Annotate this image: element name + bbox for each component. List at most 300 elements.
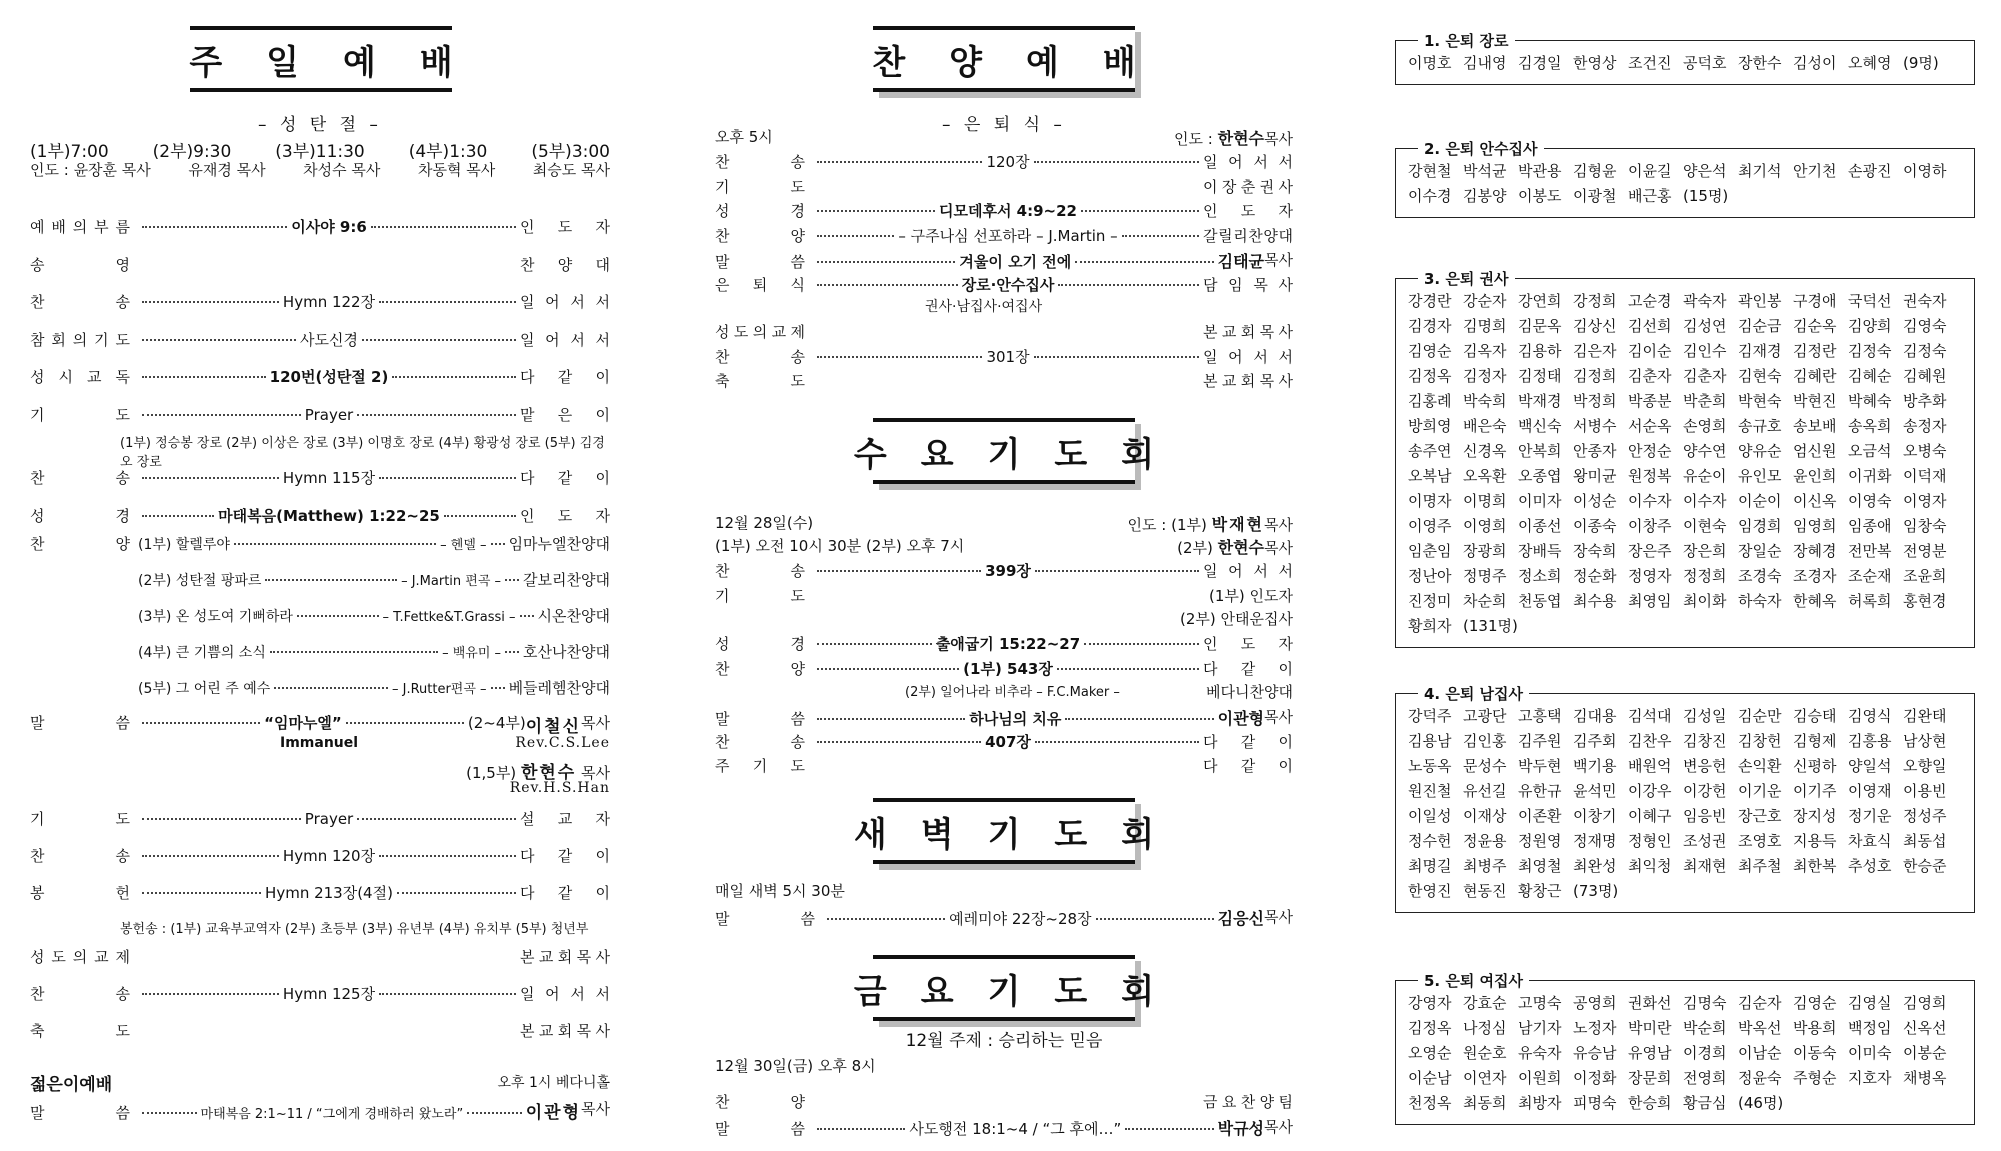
preacher-part: (1,5부)	[466, 764, 517, 782]
retiree-name: 송주연	[1408, 442, 1452, 460]
row-right: (1부) 인도자	[1209, 586, 1293, 605]
retiree-name: 박춘희	[1683, 392, 1727, 410]
retiree-name: 김명희	[1463, 317, 1507, 335]
retiree-name: 배근홍	[1628, 187, 1672, 205]
retiree-box-title: 3. 은퇴 권사	[1418, 268, 1515, 289]
retiree-name: 김영숙	[1903, 317, 1947, 335]
retiree-name: 이순이	[1738, 492, 1782, 510]
session-time: (2부)9:30	[152, 142, 232, 162]
retiree-name: 김순옥	[1793, 317, 1837, 335]
retiree-name: 황희자	[1408, 617, 1452, 635]
preacher1-en: Rev.C.S.Lee	[515, 735, 610, 751]
retiree-name: 최주철	[1738, 857, 1782, 875]
retiree-name: 방희영	[1408, 417, 1452, 435]
retiree-name: 이기주	[1793, 782, 1837, 800]
wednesday-title: 수요기도회	[853, 434, 1189, 475]
retiree-name: 신평하	[1793, 757, 1837, 775]
retiree-name: 이원희	[1518, 1069, 1562, 1087]
retiree-name: 이순남	[1408, 1069, 1452, 1087]
retiree-name: 조성권	[1683, 832, 1727, 850]
offering-song: 봉헌송 : (1부) 교육부교역자 (2부) 초등부 (3부) 유년부 (4부) 유치부 (5부) 청년부	[120, 922, 589, 937]
leader-prefix: 인도 : (1부)	[1127, 516, 1207, 534]
retiree-box	[1395, 270, 1975, 648]
retiree-name: 이남순	[1738, 1044, 1782, 1062]
retiree-name: 송정자	[1903, 417, 1947, 435]
retiree-name: 지용득	[1793, 832, 1837, 850]
row-label: 찬 송	[715, 153, 805, 171]
wednesday-leader1	[1128, 512, 1293, 535]
retiree-name: 이창기	[1573, 807, 1617, 825]
retiree-name: 국덕선	[1848, 292, 1892, 310]
retiree-name: 김용하	[1518, 342, 1562, 360]
retiree-name: 전만복	[1848, 542, 1892, 560]
praise-subtitle: – 은 퇴 식 –	[942, 115, 1066, 135]
row-right: 이관형 목사	[1217, 708, 1293, 728]
anthem-choir: 시온찬양대	[537, 607, 610, 625]
retiree-name: 박순희	[1683, 1019, 1727, 1037]
retiree-name: 임영희	[1793, 517, 1837, 535]
retiree-name: 정난아	[1408, 567, 1452, 585]
retiree-name: 이종숙	[1573, 517, 1617, 535]
order-row	[30, 946, 610, 967]
row-value: 399장	[985, 562, 1031, 580]
retiree-name: 이영재	[1848, 782, 1892, 800]
retiree-name: 전영분	[1903, 542, 1947, 560]
retiree-name: 최병주	[1463, 857, 1507, 875]
retiree-box	[1395, 32, 1975, 85]
order-row	[30, 467, 610, 488]
row-right: 인 도 자	[520, 218, 610, 236]
retiree-name: 안정순	[1628, 442, 1672, 460]
order-row	[715, 346, 1293, 367]
order-row	[715, 274, 1293, 295]
anthem-composer: – J.Martin 편곡 –	[401, 574, 502, 589]
retiree-name: 김정옥	[1408, 367, 1452, 385]
sermon-preacher1	[468, 712, 610, 737]
row-label: 성 경	[715, 635, 805, 653]
retiree-name: 주형순	[1793, 1069, 1837, 1087]
session-leader: 인도 : 윤장훈 목사	[30, 161, 151, 179]
retiree-name: 박정희	[1573, 392, 1617, 410]
retiree-count: (131명)	[1463, 617, 1518, 635]
row-label: 말 씀	[715, 253, 805, 271]
retiree-name: 장광희	[1463, 542, 1507, 560]
retiree-name: 박관용	[1518, 162, 1562, 180]
preacher-name: 김응신	[1217, 909, 1265, 928]
leader-role: 목사	[1264, 130, 1293, 148]
retiree-name: 박옥선	[1738, 1019, 1782, 1037]
retiree-name: 김경일	[1518, 54, 1562, 72]
retiree-name: 김창진	[1683, 732, 1727, 750]
row-right: 다 같 이	[520, 847, 610, 865]
retiree-name: 정명주	[1463, 567, 1507, 585]
retiree-name: 정윤숙	[1738, 1069, 1782, 1087]
dawn-sermon: 예레미야 22장~28장	[949, 910, 1092, 928]
row-right: 인 도 자	[1203, 202, 1293, 220]
retiree-names	[1408, 704, 1964, 904]
friday-title-box	[853, 955, 1189, 1021]
row-value: (1부) 543장	[963, 659, 1053, 678]
youth-time: 오후 1시 베다니홀	[497, 1075, 610, 1091]
retiree-name: 이종선	[1518, 517, 1562, 535]
retiree-name: 김성이	[1793, 54, 1837, 72]
retiree-name: 송규호	[1738, 417, 1782, 435]
retiree-name: 유승남	[1573, 1044, 1617, 1062]
retiree-name: 김재경	[1738, 342, 1782, 360]
retiree-name: 김명숙	[1683, 994, 1727, 1012]
retiree-name: 장근호	[1738, 807, 1782, 825]
dawn-title-box	[853, 798, 1189, 864]
row-right: 금 요 찬 양 팀	[1203, 1093, 1293, 1111]
retiree-name: 백기용	[1573, 757, 1617, 775]
retiree-name: 윤석민	[1573, 782, 1617, 800]
order-row	[30, 291, 610, 312]
retiree-name: 장일순	[1738, 542, 1782, 560]
retiree-name: 강덕주	[1408, 707, 1452, 725]
retiree-name: 이강헌	[1683, 782, 1727, 800]
retiree-name: 장은주	[1628, 542, 1672, 560]
anthem-choir: 임마누엘찬양대	[508, 535, 610, 553]
sermon-row	[30, 712, 610, 737]
row-value: Prayer	[304, 405, 354, 424]
retiree-name: 전영희	[1683, 1069, 1727, 1087]
retiree-name: 강현철	[1408, 162, 1452, 180]
row-value: 사도신경	[300, 330, 358, 349]
row-value: 겨울이 오기 전에	[959, 253, 1072, 271]
retiree-name: 이봉순	[1903, 1044, 1947, 1062]
retiree-name: 김인수	[1683, 342, 1727, 360]
retiree-name: 신경옥	[1463, 442, 1507, 460]
wednesday-anthem2: (2부) 일어나라 비추라 – F.C.Maker –	[905, 685, 1120, 700]
retiree-name: 김형윤	[1573, 162, 1617, 180]
retiree-name: 정형인	[1628, 832, 1672, 850]
row-right: 김태균 목사	[1217, 251, 1293, 271]
retiree-name: 조경자	[1793, 567, 1837, 585]
retiree-name: 박미란	[1628, 1019, 1672, 1037]
row-right: 다 같 이	[520, 884, 610, 902]
retiree-name: 이존환	[1518, 807, 1562, 825]
retiree-name: 구경애	[1793, 292, 1837, 310]
order-row	[30, 329, 610, 350]
row-label: 기 도	[30, 405, 130, 424]
row-label: 축 도	[715, 372, 805, 390]
retiree-name: 최방자	[1518, 1094, 1562, 1112]
row-label: 찬 송	[715, 347, 805, 366]
youth-sermon: 마태복음 2:1~11 / “그에게 경배하러 왔노라”	[200, 1107, 464, 1122]
order-row	[30, 1020, 610, 1041]
retiree-name: 천정옥	[1408, 1094, 1452, 1112]
row-label: 기 도	[30, 810, 130, 828]
youth-preacher	[526, 1098, 610, 1123]
youth-title: 젊은이예배	[30, 1075, 113, 1095]
wednesday-anthem2-choir: 베다니찬양대	[1206, 683, 1293, 701]
retiree-name: 서순옥	[1628, 417, 1672, 435]
session-leader: 유재경 목사	[188, 161, 266, 179]
retiree-name: 남기자	[1518, 1019, 1562, 1037]
retiree-name: 조순재	[1848, 567, 1892, 585]
anthem-composer: – T.Fettke&T.Grassi –	[382, 610, 516, 625]
retiree-name: 임경희	[1738, 517, 1782, 535]
retiree-name: 김이순	[1628, 342, 1672, 360]
row-value: – 구주나심 선포하라 – J.Martin –	[898, 226, 1118, 245]
retiree-name: 변응헌	[1683, 757, 1727, 775]
retiree-name: 강경란	[1408, 292, 1452, 310]
retiree-name: 최영임	[1628, 592, 1672, 610]
retiree-name: 신옥선	[1903, 1019, 1947, 1037]
anthem-title: (3부) 온 성도여 기뻐하라	[138, 609, 293, 625]
retiree-name: 하숙자	[1738, 592, 1782, 610]
sermon-title: “임마누엘”	[264, 714, 342, 732]
retiree-name: 노정자	[1573, 1019, 1617, 1037]
retiree-name: 김혜란	[1793, 367, 1837, 385]
retiree-name: 고광단	[1463, 707, 1507, 725]
order-row	[30, 404, 610, 425]
retiree-name: 박재경	[1518, 392, 1562, 410]
sermon-title-en: Immanuel	[280, 735, 359, 751]
row-label: 찬 송	[30, 469, 130, 487]
preacher-name: 이철신	[525, 717, 582, 737]
retiree-name: 장은희	[1683, 542, 1727, 560]
retiree-name: 조윤희	[1903, 567, 1947, 585]
anthem-choir: 호산나찬양대	[523, 643, 610, 661]
row-label: 성 시 교 독	[30, 368, 130, 386]
sunday-subtitle: – 성 탄 절 –	[258, 115, 382, 135]
preacher-name: 이관형	[525, 1103, 582, 1123]
retiree-count: (9명)	[1903, 54, 1939, 72]
retiree-name: 이수자	[1683, 492, 1727, 510]
retiree-name: 유숙자	[1518, 1044, 1562, 1062]
anthem-row	[30, 677, 610, 698]
order-row	[715, 200, 1293, 221]
row-right: 본 교 회 목 사	[1203, 372, 1293, 390]
row-right: 다 같 이	[520, 368, 610, 386]
leader-prefix: 인도 :	[1174, 130, 1213, 148]
leader-role: 목사	[1264, 516, 1293, 534]
retiree-name: 허록희	[1848, 592, 1892, 610]
retiree-name: 김홍례	[1408, 392, 1452, 410]
retiree-name: 양일석	[1848, 757, 1892, 775]
retiree-name: 천동엽	[1518, 592, 1562, 610]
retiree-count: (46명)	[1738, 1094, 1784, 1112]
retiree-name: 방추화	[1903, 392, 1947, 410]
retiree-name: 한영상	[1573, 54, 1617, 72]
retiree-box-title: 4. 은퇴 남집사	[1418, 683, 1529, 704]
anthem-row	[30, 533, 610, 554]
retiree-name: 이명희	[1463, 492, 1507, 510]
retiree-name: 김은자	[1573, 342, 1617, 360]
retiree-name: 조영호	[1738, 832, 1782, 850]
retiree-name: 남상현	[1903, 732, 1947, 750]
order-row	[715, 706, 1293, 729]
anthem-title: (2부) 성탄절 팡파르	[138, 573, 262, 589]
praise-title-box	[872, 26, 1180, 92]
wednesday-time: (1부) 오전 10시 30분 (2부) 오후 7시	[715, 537, 965, 555]
row-right: 이 장 춘 권 사	[1203, 177, 1293, 196]
retiree-name: 양유순	[1738, 442, 1782, 460]
retiree-name: 황금심	[1683, 1094, 1727, 1112]
retiree-name: 오종엽	[1518, 467, 1562, 485]
session-leader: 차동혁 목사	[417, 161, 496, 179]
retiree-name: 홍현경	[1903, 592, 1947, 610]
retiree-name: 이동숙	[1793, 1044, 1837, 1062]
retiree-name: 유영남	[1628, 1044, 1672, 1062]
session-time: (3부)11:30	[275, 142, 365, 162]
retiree-name: 박석균	[1463, 162, 1507, 180]
retiree-name: 박두현	[1518, 757, 1562, 775]
row-label: 축 도	[30, 1022, 130, 1040]
row-right: 다 같 이	[1203, 659, 1293, 678]
row-value: Hymn 115장	[282, 469, 376, 487]
order-row	[30, 505, 610, 526]
row-right: 담 임 목 사	[1203, 275, 1293, 294]
retiree-name: 임응빈	[1683, 807, 1727, 825]
retiree-name: 이현숙	[1683, 517, 1727, 535]
retiree-name: 이영숙	[1848, 492, 1892, 510]
retiree-name: 최동섭	[1903, 832, 1947, 850]
retiree-name: 이봉도	[1518, 187, 1562, 205]
retiree-name: 송보배	[1793, 417, 1837, 435]
dawn-sermon-row	[715, 906, 1293, 929]
retiree-name: 김인홍	[1463, 732, 1507, 750]
retiree-name: 최명길	[1408, 857, 1452, 875]
retiree-name: 최재현	[1683, 857, 1727, 875]
row-value: 120장	[986, 153, 1030, 171]
retiree-name: 지호자	[1848, 1069, 1892, 1087]
retiree-name: 윤인희	[1793, 467, 1837, 485]
row-label: 말 씀	[30, 1104, 130, 1122]
retiree-name: 임종애	[1848, 517, 1892, 535]
retiree-name: 최영철	[1518, 857, 1562, 875]
praise-time: 오후 5시	[715, 128, 773, 146]
retiree-name: 오혜영	[1848, 54, 1892, 72]
retiree-name: 차효식	[1848, 832, 1892, 850]
row-right: 일 어 서 서	[520, 985, 610, 1003]
retiree-name: 김영실	[1848, 994, 1892, 1012]
order-row	[715, 249, 1293, 272]
retiree-name: 장배득	[1518, 542, 1562, 560]
row-label: 봉 헌	[30, 884, 130, 902]
retiree-name: 김승태	[1793, 707, 1837, 725]
order-row	[715, 176, 1293, 197]
order-row	[715, 633, 1293, 654]
order-row	[715, 731, 1293, 752]
row-right: 인 도 자	[1203, 635, 1293, 653]
retiree-name: 김정자	[1463, 367, 1507, 385]
row-value: 디모데후서 4:9~22	[939, 202, 1077, 220]
retiree-name: 박숙희	[1463, 392, 1507, 410]
row-right: 다 같 이	[520, 469, 610, 487]
retiree-box	[1395, 972, 1975, 1125]
retiree-name: 안종자	[1573, 442, 1617, 460]
retiree-name: 김문옥	[1518, 317, 1562, 335]
session-leader: 차성수 목사	[303, 161, 381, 179]
wednesday-title-box	[853, 418, 1189, 484]
retiree-name: 이미자	[1518, 492, 1562, 510]
anthem-composer: – 백유미 –	[442, 646, 502, 661]
row-label: 참 회 의 기 도	[30, 330, 130, 349]
retiree-name: 김양희	[1848, 317, 1892, 335]
retiree-name: 김영희	[1903, 994, 1947, 1012]
retiree-name: 이성순	[1573, 492, 1617, 510]
dawn-time: 매일 새벽 5시 30분	[715, 882, 845, 900]
retiree-box-title: 1. 은퇴 장로	[1418, 30, 1515, 51]
anthem-choir: 갈보리찬양대	[523, 571, 610, 589]
retiree-name: 김정희	[1573, 367, 1617, 385]
youth-sermon-row	[30, 1098, 610, 1123]
retiree-name: 노동옥	[1408, 757, 1452, 775]
row-right: 맡 은 이	[520, 405, 610, 424]
retiree-name: 이명호	[1408, 54, 1452, 72]
wednesday-prayer2: (2부) 안태운집사	[1180, 610, 1293, 628]
anthem-composer: – J.Rutter편곡 –	[391, 682, 487, 697]
retiree-names	[1408, 289, 1964, 639]
retiree-name: 강순자	[1463, 292, 1507, 310]
retiree-name: 배원억	[1628, 757, 1672, 775]
retiree-name: 임춘임	[1408, 542, 1452, 560]
retiree-name: 김춘자	[1628, 367, 1672, 385]
row-label: 찬 송	[715, 732, 805, 751]
row-right: 본 교 회 목 사	[520, 1022, 610, 1040]
retiree-name: 정재명	[1573, 832, 1617, 850]
preacher-role: 목사	[581, 1100, 610, 1118]
retiree-name: 김순금	[1738, 317, 1782, 335]
retiree-name: 이일성	[1408, 807, 1452, 825]
retiree-name: 장문희	[1628, 1069, 1672, 1087]
retiree-name: 이윤길	[1628, 162, 1672, 180]
retiree-name: 채병옥	[1903, 1069, 1947, 1087]
row-right: 다 같 이	[1203, 757, 1293, 775]
retiree-name: 강정희	[1573, 292, 1617, 310]
retiree-names	[1408, 991, 1964, 1116]
preacher-role: 목사	[581, 764, 610, 782]
retiree-name: 오복남	[1408, 467, 1452, 485]
retiree-name: 서병수	[1573, 417, 1617, 435]
order-row	[30, 366, 610, 387]
retiree-name: 손영희	[1683, 417, 1727, 435]
row-value: 120번(성탄절 2)	[269, 368, 389, 386]
prayer-elders: (1부) 정승봉 장로 (2부) 이상은 장로 (3부) 이명호 장로 (4부) 황광성 장로 (5부) 김경오 장로	[120, 436, 605, 470]
session-time: (5부)3:00	[531, 142, 610, 162]
row-label: 말 씀	[715, 710, 805, 728]
preacher-role: 목사	[581, 714, 610, 732]
session-time: (1부)7:00	[30, 142, 109, 162]
row-right: 일 어 서 서	[1203, 562, 1293, 580]
retiree-name: 김혜원	[1903, 367, 1947, 385]
order-row	[715, 370, 1293, 391]
retiree-name: 이강우	[1628, 782, 1672, 800]
retiree-name: 이혜구	[1628, 807, 1672, 825]
friday-time: 12월 30일(금) 오후 8시	[715, 1057, 876, 1075]
retiree-name: 최완성	[1573, 857, 1617, 875]
session-leader: 최승도 목사	[532, 161, 610, 179]
row-label: 말 씀	[30, 714, 130, 732]
retiree-name: 진정미	[1408, 592, 1452, 610]
row-right: 본 교 회 목 사	[520, 948, 610, 966]
order-row	[715, 1091, 1293, 1112]
retiree-name: 김찬우	[1628, 732, 1672, 750]
row-value: Hymn 213장(4절)	[265, 884, 393, 902]
row-value: 사도행전 18:1~4 / “그 후에…”	[909, 1120, 1122, 1138]
retire-sub: 권사·남집사·여집사	[925, 299, 1043, 315]
retiree-name: 김정옥	[1408, 1019, 1452, 1037]
retiree-name: 김순자	[1738, 994, 1782, 1012]
retiree-name: 정순화	[1573, 567, 1617, 585]
order-row	[30, 808, 610, 829]
retiree-name: 이광철	[1573, 187, 1617, 205]
row-right: 설 교 자	[520, 810, 610, 828]
retiree-name: 오영순	[1408, 1044, 1452, 1062]
retiree-count: (73명)	[1573, 882, 1619, 900]
